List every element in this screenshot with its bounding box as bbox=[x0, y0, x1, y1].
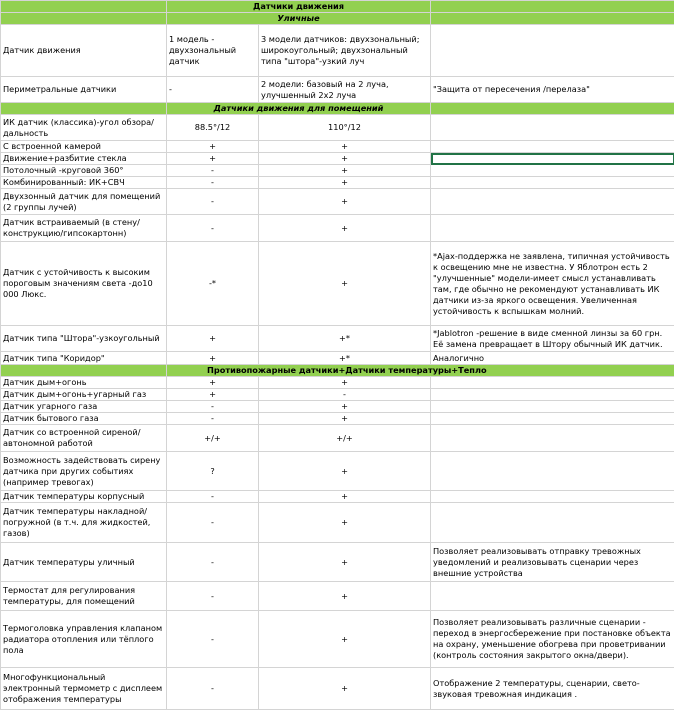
ajax-cell[interactable]: + bbox=[167, 377, 259, 389]
selected-cell[interactable] bbox=[431, 153, 674, 165]
row-label[interactable]: Датчик с устойчивость к высоким пороговым значениям света -до10 000 Люкс. bbox=[1, 242, 167, 326]
row-label[interactable]: Датчик типа "Штора"-узкоугольный bbox=[1, 326, 167, 352]
note-cell[interactable]: Аналогично bbox=[431, 352, 674, 365]
note-cell[interactable] bbox=[431, 165, 674, 177]
table-row bbox=[1, 141, 674, 153]
section-title-fire[interactable]: Противопожарные датчики+Датчики температуры+Тепло bbox=[167, 365, 674, 377]
section-title-outdoor[interactable]: Уличные bbox=[167, 13, 431, 25]
jablotron-cell[interactable]: 3 модели датчиков: двухзональный; широкоугольный; двухзональный типа "штора"-узкий луч bbox=[259, 25, 431, 77]
section-title-indoor[interactable]: Датчики движения для помещений bbox=[167, 103, 431, 115]
note-cell[interactable] bbox=[431, 141, 674, 153]
jablotron-cell[interactable]: + bbox=[259, 165, 431, 177]
ajax-cell[interactable]: - bbox=[167, 543, 259, 582]
table-row bbox=[1, 425, 674, 452]
table-row bbox=[1, 115, 674, 141]
ajax-cell[interactable]: 88.5°/12 bbox=[167, 115, 259, 141]
ajax-cell[interactable]: ? bbox=[167, 452, 259, 491]
jablotron-cell[interactable]: +* bbox=[259, 326, 431, 352]
table-row bbox=[1, 668, 674, 710]
ajax-cell[interactable]: - bbox=[167, 77, 259, 103]
note-cell[interactable] bbox=[431, 401, 674, 413]
table-row bbox=[1, 503, 674, 543]
jablotron-cell[interactable]: + bbox=[259, 582, 431, 611]
jablotron-cell[interactable]: + bbox=[259, 503, 431, 543]
table-row bbox=[1, 153, 674, 165]
row-label[interactable]: Датчик температуры накладной/погружной (в т.ч. для жидкостей, газов) bbox=[1, 503, 167, 543]
ajax-cell[interactable]: - bbox=[167, 401, 259, 413]
ajax-cell[interactable]: + bbox=[167, 389, 259, 401]
row-label[interactable]: Датчик типа "Коридор" bbox=[1, 352, 167, 365]
jablotron-cell[interactable]: 2 модели: базовый на 2 луча, улучшенный 2х2 луча bbox=[259, 77, 431, 103]
ajax-cell[interactable]: - bbox=[167, 503, 259, 543]
note-cell[interactable]: Позволяет реализовывать различные сценарии - переход в энергосбережение при постановке объекта на охрану, уменьшение обогрева при проветривании (контроль состояния закрытого окна/двери). bbox=[431, 611, 674, 668]
row-label[interactable]: Периметральные датчики bbox=[1, 77, 167, 103]
row-label[interactable]: Движение+разбитие стекла bbox=[1, 153, 167, 165]
table-row bbox=[1, 582, 674, 611]
row-label[interactable]: Датчик бытового газа bbox=[1, 413, 167, 425]
note-cell[interactable] bbox=[431, 425, 674, 452]
row-label[interactable]: Термостат для регулирования температуры, для помещений bbox=[1, 582, 167, 611]
row-label[interactable]: Многофункциональный электронный термометр с дисплеем отображения температуры bbox=[1, 668, 167, 710]
ajax-cell[interactable]: - bbox=[167, 491, 259, 503]
row-label[interactable]: Датчик дым+огонь bbox=[1, 377, 167, 389]
sheet-title[interactable]: Датчики движения bbox=[167, 1, 431, 13]
jablotron-cell[interactable]: + bbox=[259, 153, 431, 165]
table-row bbox=[1, 242, 674, 326]
jablotron-cell[interactable]: + bbox=[259, 215, 431, 242]
jablotron-cell[interactable]: + bbox=[259, 543, 431, 582]
row-label[interactable]: С встроенной камерой bbox=[1, 141, 167, 153]
note-cell[interactable] bbox=[431, 503, 674, 543]
jablotron-cell[interactable]: + bbox=[259, 491, 431, 503]
table-row bbox=[1, 491, 674, 503]
table-row bbox=[1, 543, 674, 582]
jablotron-cell[interactable]: + bbox=[259, 611, 431, 668]
row-label[interactable]: Комбинированный: ИК+СВЧ bbox=[1, 177, 167, 189]
section-header-fire bbox=[1, 365, 674, 377]
table-row bbox=[1, 189, 674, 215]
note-cell[interactable] bbox=[431, 115, 674, 141]
jablotron-cell[interactable]: + bbox=[259, 668, 431, 710]
note-cell[interactable]: Отображение 2 температуры, сценарии, свето-звуковая тревожная индикация . bbox=[431, 668, 674, 710]
note-cell[interactable] bbox=[431, 413, 674, 425]
table-row bbox=[1, 389, 674, 401]
row-label[interactable]: ИК датчик (классика)-угол обзора/дальность bbox=[1, 115, 167, 141]
row-label[interactable]: Датчик угарного газа bbox=[1, 401, 167, 413]
jablotron-cell[interactable]: + bbox=[259, 401, 431, 413]
note-cell[interactable] bbox=[431, 377, 674, 389]
note-cell[interactable] bbox=[431, 215, 674, 242]
row-label[interactable]: Датчик температуры уличный bbox=[1, 543, 167, 582]
ajax-cell[interactable]: - bbox=[167, 165, 259, 177]
note-cell[interactable]: Позволяет реализовывать отправку тревожных уведомлений и реализовывать сценарии через внешние устройства bbox=[431, 543, 674, 582]
jablotron-cell[interactable]: 110°/12 bbox=[259, 115, 431, 141]
ajax-cell[interactable]: - bbox=[167, 413, 259, 425]
table-row bbox=[1, 177, 674, 189]
jablotron-cell[interactable]: +/+ bbox=[259, 425, 431, 452]
jablotron-cell[interactable]: + bbox=[259, 452, 431, 491]
ajax-cell[interactable]: +/+ bbox=[167, 425, 259, 452]
ajax-cell[interactable]: - bbox=[167, 611, 259, 668]
note-cell[interactable]: *Ajax-поддержка не заявлена, типичная устойчивость к освещению мне не известна. У Яблотрон есть 2 "улучшенные" модели-имеет смысл устанавливать там, где обычно не рекомендуют устанавливать ИК датчики из-за яркого освещения. Увеличенная устойчивость к вспышкам молний. bbox=[431, 242, 674, 326]
row-label[interactable]: Двухзонный датчик для помещений (2 группы лучей) bbox=[1, 189, 167, 215]
table-row bbox=[1, 413, 674, 425]
note-cell[interactable] bbox=[431, 389, 674, 401]
table-row bbox=[1, 452, 674, 491]
jablotron-cell[interactable]: + bbox=[259, 189, 431, 215]
section-header-indoor bbox=[1, 103, 674, 115]
table-row bbox=[1, 352, 674, 365]
ajax-cell[interactable]: - bbox=[167, 582, 259, 611]
table-row bbox=[1, 215, 674, 242]
ajax-cell[interactable]: 1 модель - двухзональный датчик bbox=[167, 25, 259, 77]
ajax-cell[interactable]: + bbox=[167, 153, 259, 165]
ajax-cell[interactable]: - bbox=[167, 189, 259, 215]
table-row bbox=[1, 377, 674, 389]
row-label[interactable]: Датчик со встроенной сиреной/автономной работой bbox=[1, 425, 167, 452]
jablotron-cell[interactable]: + bbox=[259, 377, 431, 389]
ajax-cell[interactable]: - bbox=[167, 215, 259, 242]
note-cell[interactable] bbox=[431, 177, 674, 189]
note-cell[interactable] bbox=[431, 582, 674, 611]
ajax-cell[interactable]: + bbox=[167, 141, 259, 153]
title-row bbox=[1, 1, 674, 13]
jablotron-cell[interactable]: + bbox=[259, 242, 431, 326]
row-label[interactable]: Потолочный -круговой 360° bbox=[1, 165, 167, 177]
note-cell[interactable] bbox=[431, 452, 674, 491]
jablotron-cell[interactable]: +* bbox=[259, 352, 431, 365]
table-row bbox=[1, 401, 674, 413]
note-cell[interactable]: *Jablotron -решение в виде сменной линзы за 60 грн. Её замена превращает в Штору обычный ИК датчик. bbox=[431, 326, 674, 352]
jablotron-cell[interactable]: + bbox=[259, 177, 431, 189]
table-row bbox=[1, 165, 674, 177]
row-label[interactable]: Датчик встраиваемый (в стену/конструкцию/гипсокартонн) bbox=[1, 215, 167, 242]
ajax-cell[interactable]: -* bbox=[167, 242, 259, 326]
row-label[interactable]: Термоголовка управления клапаном радиатора отопления или тёплого пола bbox=[1, 611, 167, 668]
jablotron-cell[interactable]: + bbox=[259, 141, 431, 153]
table-row bbox=[1, 25, 674, 77]
jablotron-cell[interactable]: - bbox=[259, 389, 431, 401]
row-label[interactable]: Возможность задействовать сирену датчика при других событиях (например тревогах) bbox=[1, 452, 167, 491]
ajax-cell[interactable]: - bbox=[167, 668, 259, 710]
note-cell[interactable] bbox=[431, 189, 674, 215]
table-row bbox=[1, 77, 674, 103]
row-label[interactable]: Датчик температуры корпусный bbox=[1, 491, 167, 503]
note-cell[interactable]: "Защита от пересечения /перелаза" bbox=[431, 77, 674, 103]
note-cell[interactable] bbox=[431, 25, 674, 77]
jablotron-cell[interactable]: + bbox=[259, 413, 431, 425]
row-label[interactable]: Датчик движения bbox=[1, 25, 167, 77]
note-cell[interactable] bbox=[431, 491, 674, 503]
table-row bbox=[1, 611, 674, 668]
ajax-cell[interactable]: + bbox=[167, 326, 259, 352]
section-header-outdoor bbox=[1, 13, 674, 25]
row-label[interactable]: Датчик дым+огонь+угарный газ bbox=[1, 389, 167, 401]
ajax-cell[interactable]: - bbox=[167, 177, 259, 189]
ajax-cell[interactable]: + bbox=[167, 352, 259, 365]
table-row bbox=[1, 326, 674, 352]
